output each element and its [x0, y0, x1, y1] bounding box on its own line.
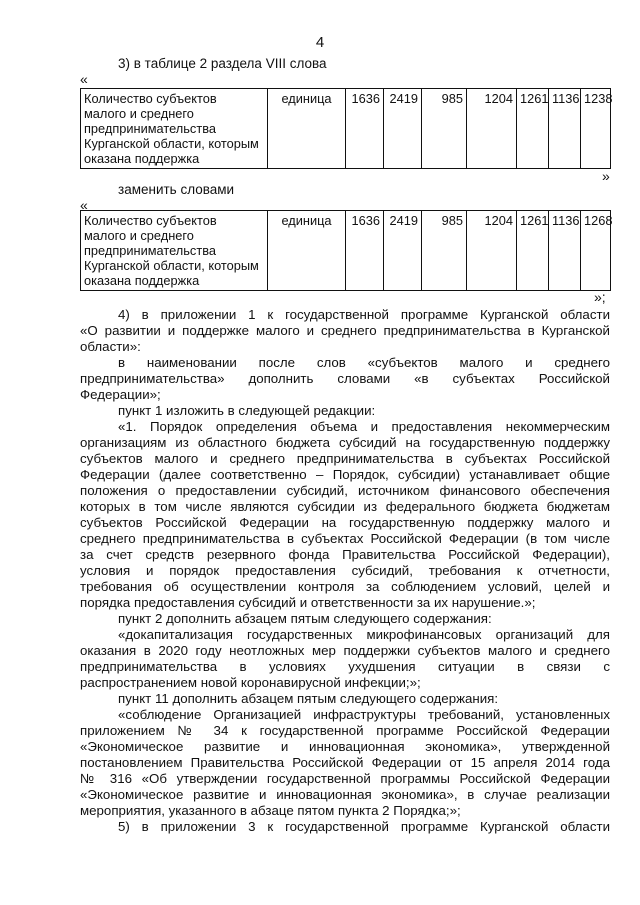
- text-line: пункт 11 дополнить абзацем пятым следующего содержания:: [118, 691, 499, 706]
- text-line: «соблюдение Организацией инфраструктуры требований, установленных: [118, 707, 610, 722]
- text-line: пункт 2 дополнить абзацем пятым следующего содержания:: [118, 611, 492, 626]
- unit-cell: единица: [268, 211, 346, 291]
- text-line: «1. Порядок определения объема и предоставления некоммерческим: [118, 419, 610, 434]
- text-line: предпринимательства в условиях ухудшения ситуации в связи с: [80, 659, 610, 674]
- open-quote-2: «: [80, 197, 88, 213]
- value-cell: 2419: [384, 211, 422, 291]
- indicator-line: предпринимательства: [84, 243, 216, 258]
- indicator-line: Курганской области, которым: [84, 258, 259, 273]
- page-number: 4: [315, 34, 325, 51]
- text-line: «Экономическое развитие и инновационная экономика», в случае реализации: [80, 787, 610, 802]
- indicator-line: оказана поддержка: [84, 151, 200, 166]
- text-line: субъектов малого и среднего предпринимательства в субъектах Российской: [80, 451, 610, 466]
- text-line: в наименовании после слов «субъектов малого и среднего: [118, 355, 610, 370]
- text-line: области»:: [80, 339, 141, 354]
- indicator-line: малого и среднего: [84, 228, 194, 243]
- text-line: «Экономическое развитие и инновационная экономика», утвержденной: [80, 739, 610, 754]
- text-line: «О развитии и поддержке малого и среднего предпринимательства в Курганской: [80, 323, 610, 338]
- text-line: предпринимательства» дополнить словами «в субъектах Российской: [80, 371, 610, 386]
- indicator-line: предпринимательства: [84, 121, 216, 136]
- text-line: субъектов Российской Федерации на государственную поддержку малого и: [80, 515, 610, 530]
- text-line: приложением № 34 к государственной программе Российской Федерации: [80, 723, 610, 738]
- text-line: 4) в приложении 1 к государственной программе Курганской области: [118, 307, 610, 322]
- table-row: [81, 211, 611, 291]
- text-line: оказания в 2020 году неотложных мер поддержки субъектов малого и среднего: [80, 643, 610, 658]
- value-cell: 985: [422, 211, 467, 291]
- replace-with: заменить словами: [118, 182, 235, 197]
- text-line: положения о предоставлении субсидий, источником финансового обеспечения: [80, 483, 610, 498]
- value-cell: 1268: [581, 211, 611, 291]
- text-line: условия и порядок предоставления субсидий, требования к отчетности,: [80, 563, 610, 578]
- text-line: Федерации»;: [80, 387, 161, 402]
- text-line: пункт 1 изложить в следующей редакции:: [118, 403, 376, 418]
- unit-cell: единица: [268, 89, 346, 169]
- text-line: Федерации (далее соответственно – Порядок, субсидии) устанавливает общие: [80, 467, 610, 482]
- indicator-line: Курганской области, которым: [84, 136, 259, 151]
- close-quote-1: »: [602, 168, 610, 184]
- text-line: среднего предпринимательства в субъектах Российской Федерации (в том числе: [80, 531, 610, 546]
- value-cell: 1204: [467, 211, 517, 291]
- value-cell: 1636: [346, 211, 384, 291]
- value-cell: 2419: [384, 89, 422, 169]
- text-line: требования об осуществлении контроля за соблюдением условий, целей и: [80, 579, 610, 594]
- text-line: за счет средств резервного фонда Правительства Российской Федерации),: [80, 547, 610, 562]
- text-line: мероприятия, указанного в абзаце пятом пункта 2 Порядка;»;: [80, 803, 461, 818]
- value-cell: 1238: [581, 89, 611, 169]
- item3-intro: 3) в таблице 2 раздела VIII слова: [118, 56, 327, 71]
- value-cell: 985: [422, 89, 467, 169]
- text-line: порядка предоставления субсидий и ответственности за их нарушение.»;: [80, 595, 536, 610]
- text-line: распространением новой коронавирусной инфекции;»;: [80, 675, 421, 690]
- indicator-line: малого и среднего: [84, 106, 194, 121]
- value-cell: 1136: [549, 89, 581, 169]
- text-line: организациям из областного бюджета субсидий на государственную поддержку: [80, 435, 610, 450]
- value-cell: 1261: [517, 89, 549, 169]
- value-cell: 1636: [346, 89, 384, 169]
- close-quote-semicolon: »;: [594, 289, 606, 305]
- text-line: которых в том числе являются субсидии из федерального бюджета бюджетам: [80, 499, 610, 514]
- table-new: [80, 210, 611, 291]
- table-old: [80, 88, 611, 169]
- text-line: № 316 «Об утверждении государственной программы Российской Федерации: [80, 771, 610, 786]
- value-cell: 1136: [549, 211, 581, 291]
- indicator-line: оказана поддержка: [84, 273, 200, 288]
- indicator-cell: [81, 211, 268, 291]
- text-line: постановлением Правительства Российской Федерации от 15 апреля 2014 года: [80, 755, 610, 770]
- open-quote-1: «: [80, 71, 88, 87]
- indicator-cell: [81, 89, 268, 169]
- indicator-line: Количество субъектов: [84, 213, 217, 228]
- value-cell: 1261: [517, 211, 549, 291]
- text-line: 5) в приложении 3 к государственной программе Курганской области: [118, 819, 610, 834]
- text-line: «докапитализация государственных микрофинансовых организаций для: [118, 627, 610, 642]
- indicator-line: Количество субъектов: [84, 91, 217, 106]
- table-row: [81, 89, 611, 169]
- value-cell: 1204: [467, 89, 517, 169]
